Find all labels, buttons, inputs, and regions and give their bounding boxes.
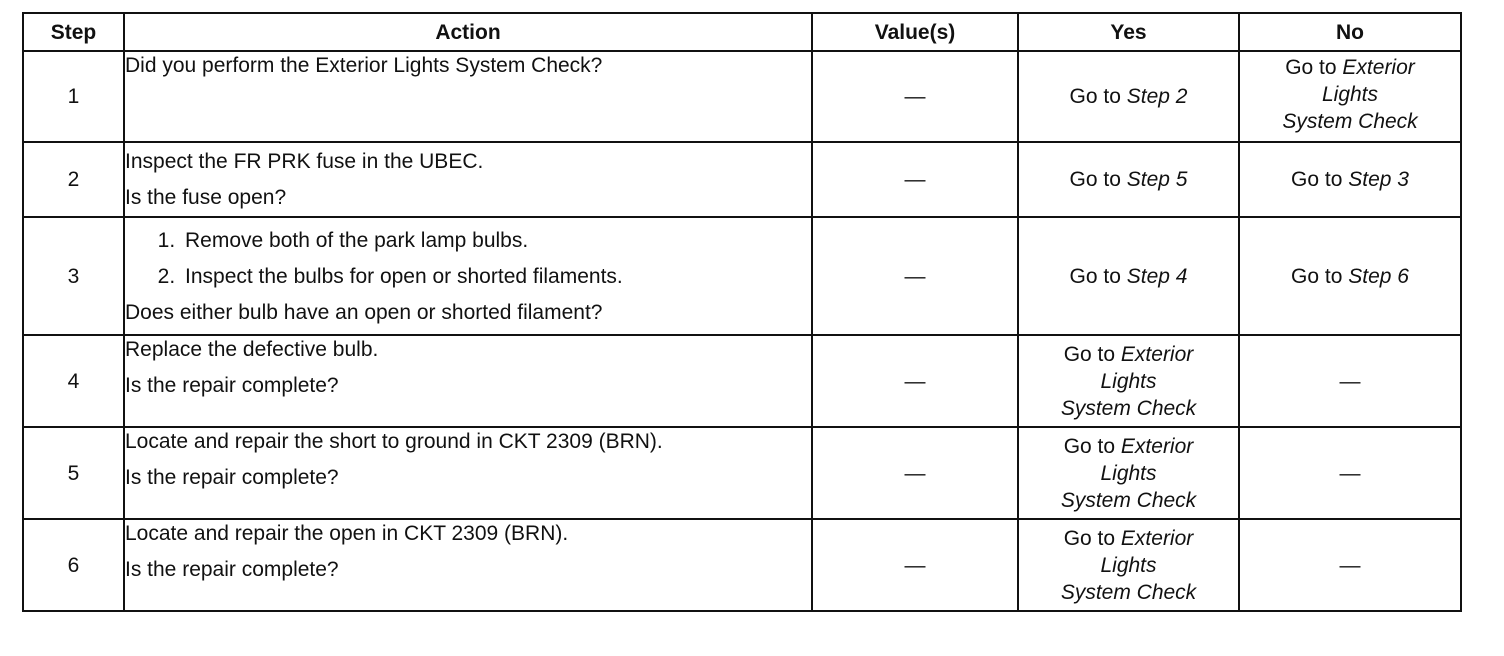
yes-ref: Exterior	[1120, 526, 1194, 550]
action-text: Inspect the FR PRK fuse in the UBEC.	[125, 150, 484, 173]
action-question: Is the repair complete?	[125, 466, 339, 489]
action-text: Replace the defective bulb.	[125, 338, 379, 361]
header-no: No	[1239, 13, 1461, 51]
table-row	[23, 519, 1461, 611]
yes-cell	[1018, 217, 1239, 335]
yes-ref: Exterior	[1120, 434, 1194, 458]
no-ref: Exterior	[1342, 56, 1415, 79]
value-cell: —	[812, 427, 1018, 519]
action-question: Does either bulb have an open or shorted filament?	[125, 300, 603, 324]
value-cell: —	[812, 217, 1018, 335]
yes-ref-line3: System Check	[1060, 580, 1197, 604]
yes-cell	[1018, 142, 1239, 217]
no-prefix: Go to	[1291, 264, 1343, 288]
diagnostic-table	[22, 12, 1462, 612]
yes-ref: Step 4	[1126, 264, 1188, 288]
yes-prefix: Go to	[1069, 264, 1121, 288]
yes-cell	[1018, 335, 1239, 427]
yes-prefix: Go to	[1069, 168, 1121, 191]
yes-ref: Exterior	[1120, 342, 1194, 366]
yes-ref-line2: Lights	[1100, 369, 1157, 393]
yes-prefix: Go to	[1063, 342, 1116, 366]
value-cell: —	[812, 142, 1018, 217]
no-cell: —	[1239, 519, 1461, 611]
action-cell	[124, 142, 812, 217]
yes-ref: Step 5	[1126, 168, 1188, 191]
no-ref: Step 6	[1348, 264, 1409, 288]
list-item: 2. Inspect the bulbs for open or shorted filaments.	[181, 263, 811, 290]
action-text: Locate and repair the short to ground in CKT 2309 (BRN).	[125, 430, 663, 453]
action-question: Is the fuse open?	[125, 186, 287, 209]
step-number: 1	[23, 51, 124, 142]
table-row	[23, 51, 1461, 142]
no-cell: —	[1239, 427, 1461, 519]
no-cell	[1239, 142, 1461, 217]
header-values: Value(s)	[812, 13, 1018, 51]
yes-prefix: Go to	[1069, 85, 1121, 108]
yes-cell	[1018, 51, 1239, 142]
value-cell: —	[812, 51, 1018, 142]
yes-ref-line3: System Check	[1060, 488, 1197, 512]
header-step: Step	[23, 13, 124, 51]
list-item: 1. Remove both of the park lamp bulbs.	[181, 227, 811, 254]
action-cell	[124, 519, 812, 611]
header-action: Action	[124, 13, 812, 51]
table-row	[23, 335, 1461, 427]
no-cell	[1239, 51, 1461, 142]
step-number: 2	[23, 142, 124, 217]
action-cell	[124, 335, 812, 427]
yes-cell	[1018, 519, 1239, 611]
action-cell	[124, 217, 812, 335]
table-row	[23, 142, 1461, 217]
yes-ref-line3: System Check	[1060, 396, 1197, 420]
no-ref: Step 3	[1348, 168, 1409, 191]
action-text: Did you perform the Exterior Lights System Check?	[125, 54, 603, 77]
step-number: 4	[23, 335, 124, 427]
table-row	[23, 427, 1461, 519]
yes-ref-line2: Lights	[1100, 461, 1157, 485]
yes-prefix: Go to	[1063, 434, 1116, 458]
header-row	[23, 13, 1461, 51]
no-prefix: Go to	[1285, 56, 1337, 79]
yes-cell	[1018, 427, 1239, 519]
action-question: Is the repair complete?	[125, 374, 339, 397]
action-cell	[124, 427, 812, 519]
value-cell: —	[812, 335, 1018, 427]
action-question: Is the repair complete?	[125, 558, 339, 581]
action-cell	[124, 51, 812, 142]
step-number: 5	[23, 427, 124, 519]
header-yes: Yes	[1018, 13, 1239, 51]
yes-ref: Step 2	[1126, 85, 1188, 108]
no-cell	[1239, 217, 1461, 335]
table-row	[23, 217, 1461, 335]
yes-prefix: Go to	[1063, 526, 1116, 550]
step-number: 3	[23, 217, 124, 335]
no-ref-line3: System Check	[1282, 110, 1418, 133]
no-cell: —	[1239, 335, 1461, 427]
action-steps-list	[125, 227, 811, 290]
action-text: Locate and repair the open in CKT 2309 (BRN).	[125, 522, 569, 545]
no-prefix: Go to	[1291, 168, 1343, 191]
no-ref-line2: Lights	[1321, 83, 1379, 106]
yes-ref-line2: Lights	[1100, 553, 1157, 577]
value-cell: —	[812, 519, 1018, 611]
step-number: 6	[23, 519, 124, 611]
